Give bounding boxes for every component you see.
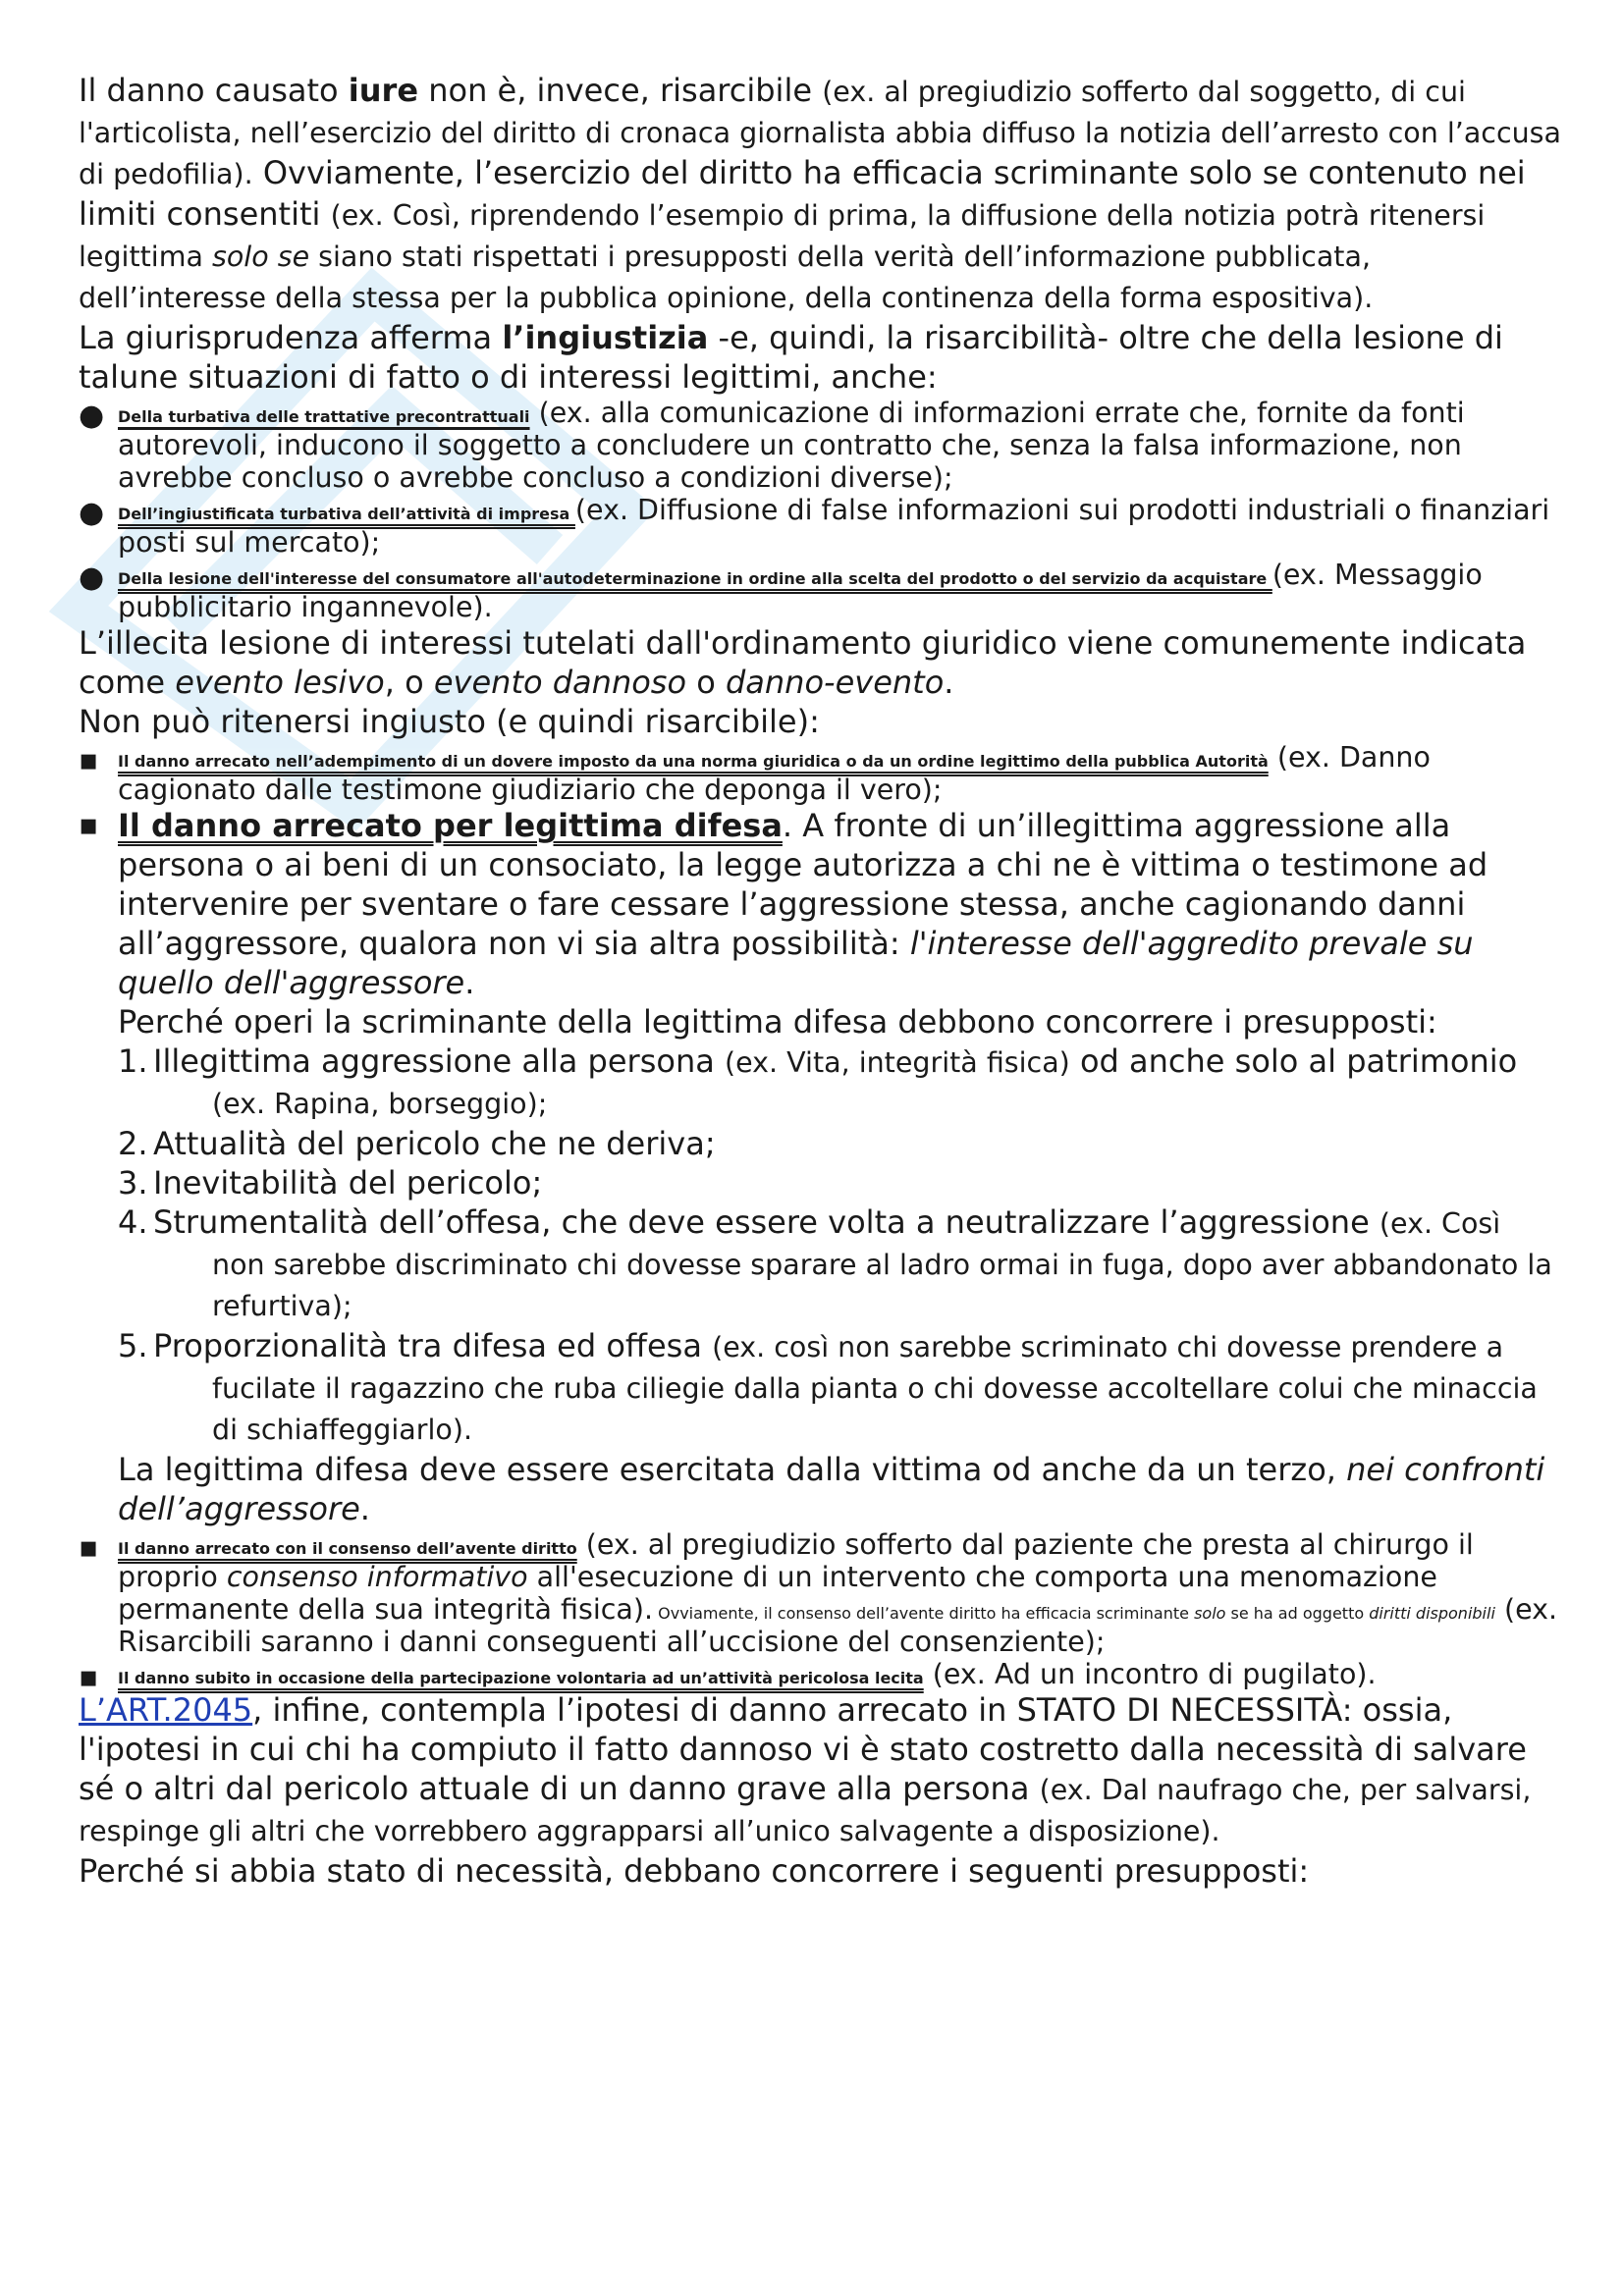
bullet-square-icon: ▪ (79, 1660, 99, 1694)
legittima-difesa-note: La legittima difesa deve essere esercitata dalla vittima od anche da un terzo, nei confronti dell’aggressore. (118, 1451, 1545, 1527)
document-body (79, 71, 1561, 1891)
list-item: ● Della lesione dell'interesse del consumatore all'autodeterminazione in ordine alla scelta del prodotto o del servizio da acquistare (ex. Messaggio pubblicitario ingannevole). (79, 559, 1483, 623)
bullet-square-icon: ▪ (79, 808, 99, 842)
numbered-item: 2. Attualità del pericolo che ne deriva; (118, 1125, 716, 1162)
list-item: ● Della turbativa delle trattative precontrattuali (ex. alla comunicazione di informazioni errate che, fornite da fonti autorevoli, inducono il soggetto a concludere un contratto che, senza la falsa informazione, non avrebbe concluso o avrebbe concluso a condizioni diverse); (79, 397, 1465, 494)
presupposti-list (118, 1041, 1561, 1450)
bullet-square-icon: ▪ (79, 743, 99, 777)
list-item-attivita-pericolosa: ▪ Il danno subito in occasione della partecipazione volontaria ad un’attività pericolosa lecita (ex. Ad un incontro di pugilato). (79, 1658, 1561, 1690)
paragraph-non-ingiusto: Non può ritenersi ingiusto (e quindi risarcibile): (79, 703, 820, 740)
paragraph-presupposti-necessita: Perché si abbia stato di necessità, debbano concorrere i seguenti presupposti: (79, 1852, 1310, 1890)
presupposti-intro: Perché operi la scriminante della legittima difesa debbono concorrere i presupposti: (118, 1003, 1437, 1041)
paragraph-evento-lesivo: L’illecita lesione di interessi tutelati dall'ordinamento giuridico viene comunemente indicata come evento lesivo, o evento dannoso o danno-evento. (79, 624, 1527, 701)
numbered-item: 1. Illegittima aggressione alla persona (ex. Vita, integrità fisica) od anche solo al patrimonio (ex. Rapina, borseggio); (118, 1042, 1518, 1120)
bullet-dot-icon: ● (79, 561, 105, 595)
list-item: ● Dell’ingiustificata turbativa dell’attività di impresa (ex. Diffusione di false informazioni sui prodotti industriali o finanziari posti sul mercato); (79, 494, 1550, 559)
list-item-legittima-difesa: ▪ Il danno arrecato per legittima difesa. A fronte di un’illegittima aggressione alla persona o ai beni di un consociato, la legge autorizza a chi ne è vittima o testimone ad intervenire per sventare o fare cessare l’aggressione stessa, anche cagionando danni all’aggressore, qualora non vi sia altra possibilità: l'interesse dell'aggredito prevale su quello dell'aggressore. Perché operi la scriminante della legittima difesa debbono concorrere i presupposti: 1. Illegittima aggressione alla persona (ex. Vita, integrità fisica) od anche solo al patrimonio (ex. Rapina, borseggio); 2. Attualità del pericolo che ne deriva; 3. Inevitabilità del pericolo; 4. Strumentalità dell’offesa, che deve essere volta a neutralizzare l’aggressione (ex. Così non sarebbe discriminato chi dovesse sparare al ladro ormai in fuga, dopo aver abbandonato la refurtiva); 5. Proporzionalità tra difesa ed offesa (ex. così non sarebbe scriminato chi dovesse prendere a fucilate il ragazzino che ruba ciliegie dalla pianta o chi dovesse accoltellare colui che minaccia di schiaffeggiarlo). La legittima difesa deve essere esercitata dalla vittima od anche da un terzo, nei confronti dell’aggressore. (79, 806, 1561, 1528)
numbered-item: 4. Strumentalità dell’offesa, che deve essere volta a neutralizzare l’aggressione (ex. Così non sarebbe discriminato chi dovesse sparare al ladro ormai in fuga, dopo aver abbandonato la refurtiva); (118, 1203, 1552, 1322)
scriminanti-list (79, 741, 1561, 1694)
bullet-dot-icon: ● (79, 399, 105, 433)
list-item-dovere: ▪ Il danno arrecato nell’adempimento di un dovere imposto da una norma giuridica o da un ordine legittimo della pubblica Autorità (ex. Danno cagionato dalle testimone giudiziario che deponga il vero); (79, 741, 1431, 806)
art-2045-link[interactable]: L’ART.2045 (79, 1691, 253, 1729)
paragraph-danno-iure: Il danno causato iure non è, invece, risarcibile (ex. al pregiudizio sofferto dal soggetto, di cui l'articolista, nell’esercizio del diritto di cronaca giornalista abbia diffuso la notizia dell’arresto con l’accusa di pedofilia). Ovviamente, l’esercizio del diritto ha efficacia scriminante solo se contenuto nei limiti consentiti (ex. Così, riprendendo l’esempio di prima, la diffusione della notizia potrà ritenersi legittima solo se siano stati rispettati i presupposti della verità dell’informazione pubblicata, dell’interesse della stessa per la pubblica opinione, della continenza della forma espositiva). (79, 72, 1561, 314)
ingiustizia-list (79, 397, 1561, 623)
paragraph-giurisprudenza: La giurisprudenza afferma l’ingiustizia -e, quindi, la risarcibilità- oltre che della lesione di talune situazioni di fatto o di interessi legittimi, anche: (79, 319, 1503, 396)
bullet-square-icon: ▪ (79, 1530, 99, 1565)
numbered-item: 3. Inevitabilità del pericolo; (118, 1164, 543, 1201)
numbered-item: 5. Proporzionalità tra difesa ed offesa (ex. così non sarebbe scriminato chi dovesse prendere a fucilate il ragazzino che ruba ciliegie dalla pianta o chi dovesse accoltellare colui che minaccia di schiaffeggiarlo). (118, 1327, 1538, 1446)
bullet-dot-icon: ● (79, 496, 105, 530)
list-item-consenso: ▪ Il danno arrecato con il consenso dell’avente diritto (ex. al pregiudizio sofferto dal paziente che presta al chirurgo il proprio consenso informativo all'esecuzione di un intervento che comporta una menomazione permanente della sua integrità fisica). Ovviamente, il consenso dell’avente diritto ha efficacia scriminante solo se ha ad oggetto diritti disponibili (ex. Risarcibili saranno i danni conseguenti all’uccisione del consenziente); (79, 1528, 1558, 1658)
paragraph-stato-necessita: L’ART.2045, infine, contempla l’ipotesi di danno arrecato in STATO DI NECESSITÀ: ossia, l'ipotesi in cui chi ha compiuto il fatto dannoso vi è stato costretto dalla necessità di salvare sé o altri dal pericolo attuale di un danno grave alla persona (ex. Dal naufrago che, per salvarsi, respinge gli altri che vorrebbero aggrapparsi all’unico salvagente a disposizione). (79, 1691, 1532, 1847)
